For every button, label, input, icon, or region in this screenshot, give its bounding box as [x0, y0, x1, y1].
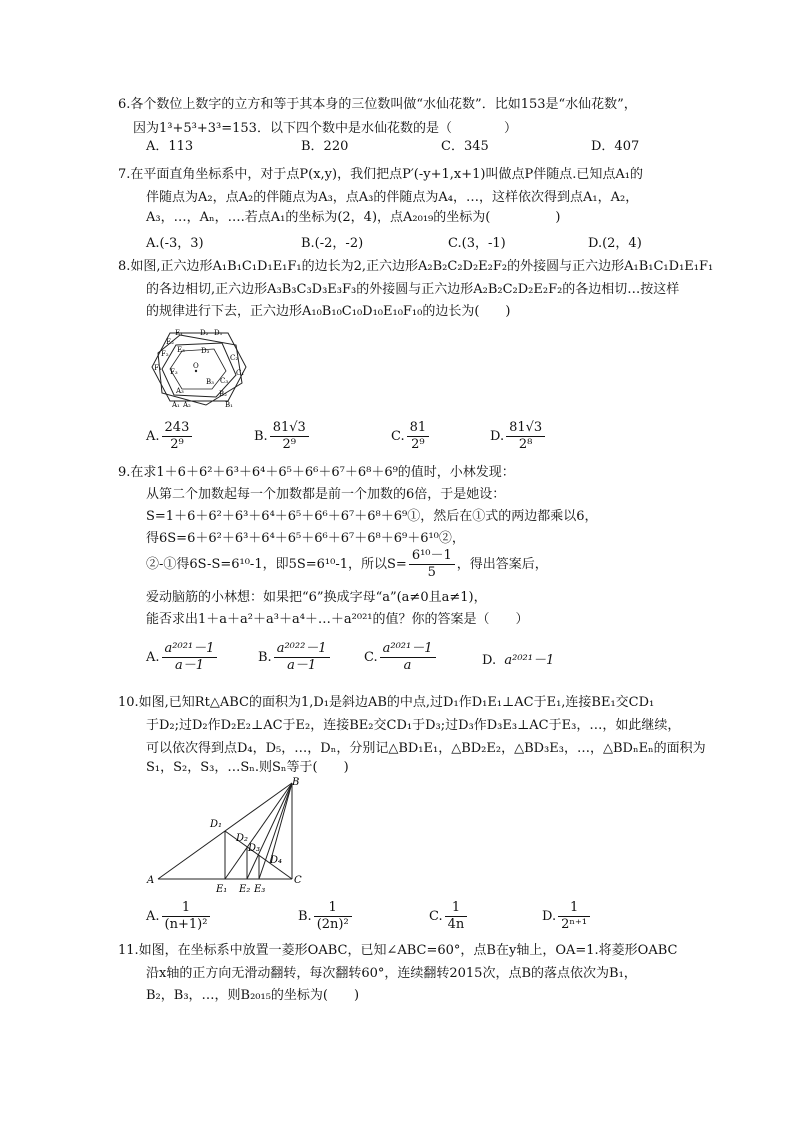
q6-option-c[interactable]: C．345 — [441, 139, 489, 154]
q6-option-b[interactable]: B．220 — [301, 139, 349, 154]
q8-options — [146, 420, 706, 460]
label-e2: E₂ — [166, 338, 174, 346]
q10-option-d[interactable]: D. $\frac{1}{\text{2ⁿ⁺¹}}$ — [542, 900, 592, 933]
q10-option-b[interactable]: B. $\frac{1}{\text{(2n)²}}$ — [298, 900, 354, 933]
label-o: O — [193, 362, 199, 370]
q8-option-b[interactable]: B. $\frac{81√3}{\text{2⁹}}$ — [254, 420, 311, 453]
q9-option-a[interactable]: A. $\frac{\text{a²⁰²¹－1}}{a-1}$ — [146, 641, 219, 674]
label-e3: E₃ — [254, 884, 266, 895]
label-f3: F₃ — [170, 368, 178, 376]
q7-line2: 伴随点为A₂，点A₂的伴随点为A₃，点A₃的伴随点为A₄，…，这样依次得到点A₁，A₂， — [146, 190, 639, 205]
label-b2: B₂ — [219, 390, 227, 398]
q6-option-a[interactable]: A．113 — [146, 139, 194, 154]
label-a1: A₁ — [172, 401, 180, 409]
q8-line3: 的规律进行下去，正六边形A₁₀B₁₀C₁₀D₁₀E₁₀F₁₀的边长为( ) — [146, 304, 511, 319]
q6-options — [146, 136, 706, 158]
center-point — [195, 370, 197, 372]
q11-line3: B₂，B₃，…，则B₂₀₁₅的坐标为( ) — [146, 988, 360, 1003]
label-a2: A₂ — [183, 401, 191, 409]
q9-line1: 9.在求1＋6＋6²＋6³＋6⁴＋6⁵＋6⁶＋6⁷＋6⁸＋6⁹的值时，小林发现： — [118, 465, 515, 480]
q9-line3: S=1＋6＋6²＋6³＋6⁴＋6⁵＋6⁶＋6⁷＋6⁸＋6⁹①，然后在①式的两边都乘以6， — [146, 509, 598, 524]
q11-line2: 沿x轴的正方向无滑动翻转，每次翻转60°，连续翻转2015次，点B的落点依次为B₁， — [146, 966, 637, 981]
q9-options — [146, 641, 706, 681]
label-d4: D₄ — [270, 855, 283, 866]
label-c1: C₁ — [236, 369, 245, 377]
label-d2: D₂ — [236, 833, 249, 844]
label-d3: D₃ — [201, 347, 210, 355]
label-e2: E₂ — [239, 884, 251, 895]
q10-line2: 于D₂;过D₂作D₂E₂⊥AC于E₂，连接BE₂交CD₁于D₃;过D₃作D₃E₃⊥AC于E₃，…，如此继续， — [146, 718, 681, 733]
q10-option-c[interactable]: C. $\frac{1}{4n}$ — [429, 900, 469, 933]
q11-line1: 11.如图，在坐标系中放置一菱形OABC，已知∠ABC=60°，点B在y轴上，OA=1.将菱形OABC — [118, 943, 678, 958]
q9-line4: 得6S=6＋6²＋6³＋6⁴＋6⁵＋6⁶＋6⁷＋6⁸＋6⁹＋6¹⁰②， — [146, 531, 465, 546]
q6-option-d[interactable]: D．407 — [591, 139, 640, 154]
q7-option-b[interactable]: B.(-2，-2) — [301, 236, 364, 251]
q9-option-b[interactable]: B. $\frac{\text{a²⁰²²－1}}{a-1}$ — [258, 641, 332, 674]
q9-option-c[interactable]: C. $\frac{\text{a²⁰²¹－1}}{a}$ — [364, 641, 438, 674]
q9-line2: 从第二个加数起每一个加数都是前一个加数的6倍，于是她设： — [146, 487, 506, 502]
q8-option-a[interactable]: A. $\frac{243}{\text{2⁹}}$ — [146, 420, 194, 453]
q7-option-d[interactable]: D.(2，4) — [588, 236, 642, 251]
q9-line5: ②-①得6S-S=6¹⁰-1，即5S=6¹⁰-1，所以S= $\frac{\text{6¹⁰－1}}{5}$ ，得出答案后， — [146, 548, 548, 580]
q8-line2: 的各边相切,正六边形A₃B₃C₃D₃E₃F₃的外接圆与正六边形A₂B₂C₂D₂E₂F₂的各边相切…按这样 — [146, 282, 680, 297]
label-f2: F₂ — [161, 350, 169, 358]
q8-line1: 8.如图,正六边形A₁B₁C₁D₁E₁F₁的边长为2,正六边形A₂B₂C₂D₂E₂F₂的外接圆与正六边形A₁B₁C₁D₁E₁F₁ — [118, 259, 714, 274]
q9-option-d[interactable]: D. a²⁰²¹－1 — [482, 653, 555, 668]
label-d3: D₃ — [248, 843, 261, 854]
q7-line3: A₃，…，Aₙ，….若点A₁的坐标为(2，4)，点A₂₀₁₉的坐标为( ) — [146, 210, 561, 225]
label-a3: A₃ — [176, 387, 184, 395]
q8-hexagon-figure — [146, 325, 256, 410]
label-f1: F₁ — [154, 364, 162, 372]
label-e3: E₃ — [177, 346, 185, 354]
q6-line2: 因为1³+5³+3³=153．以下四个数中是水仙花数的是（ ） — [133, 121, 517, 136]
label-c: C — [294, 875, 302, 886]
label-d1: D₁ — [214, 329, 223, 337]
label-b1: B₁ — [225, 401, 233, 409]
q10-triangle-figure — [146, 775, 316, 897]
q7-options — [146, 233, 706, 255]
label-b: B — [292, 777, 300, 788]
q8-option-d[interactable]: D. $\frac{81√3}{\text{2⁸}}$ — [490, 420, 547, 453]
label-d2: D₂ — [200, 329, 209, 337]
q7-line1: 7.在平面直角坐标系中，对于点P(x,y)，我们把点P′(-y+1,x+1)叫做点P伴随点.已知点A₁的 — [118, 167, 643, 182]
label-d1: D₁ — [210, 819, 223, 830]
label-c3: C₃ — [220, 377, 229, 385]
q7-option-a[interactable]: A.(-3，3) — [146, 236, 204, 251]
q9-line7: 能否求出1＋a＋a²＋a³＋a⁴＋…＋a²⁰²¹的值？你的答案是（ ） — [146, 612, 529, 627]
label-a: A — [147, 875, 155, 886]
label-e1: E₁ — [175, 329, 183, 337]
q10-line3: 可以依次得到点D₄，D₅，…，Dₙ，分别记△BD₁E₁，△BD₂E₂，△BD₃E₃，…，△BDₙEₙ的面积为 — [146, 741, 706, 756]
label-e1: E₁ — [216, 884, 228, 895]
label-b3: B₃ — [206, 378, 214, 386]
q7-option-c[interactable]: C.(3，-1) — [448, 236, 506, 251]
q9-line6: 爱动脑筋的小林想：如果把“6”换成字母“a”(a≠0且a≠1)， — [146, 590, 487, 605]
label-c2: C₂ — [230, 354, 239, 362]
q6-line1: 6.各个数位上数字的立方和等于其本身的三位数叫做“水仙花数”．比如153是“水仙花数”， — [118, 97, 637, 112]
q8-option-c[interactable]: C. $\frac{81}{\text{2⁹}}$ — [391, 420, 431, 453]
q10-line1: 10.如图,已知Rt△ABC的面积为1,D₁是斜边AB的中点,过D₁作D₁E₁⊥AC于E₁,连接BE₁交CD₁ — [118, 695, 655, 710]
q10-options — [146, 900, 706, 940]
q10-option-a[interactable]: A. $\frac{1}{\text{(n+1)²}}$ — [146, 900, 212, 933]
q10-line4: S₁，S₂，S₃，…Sₙ.则Sₙ等于( ) — [146, 760, 349, 775]
